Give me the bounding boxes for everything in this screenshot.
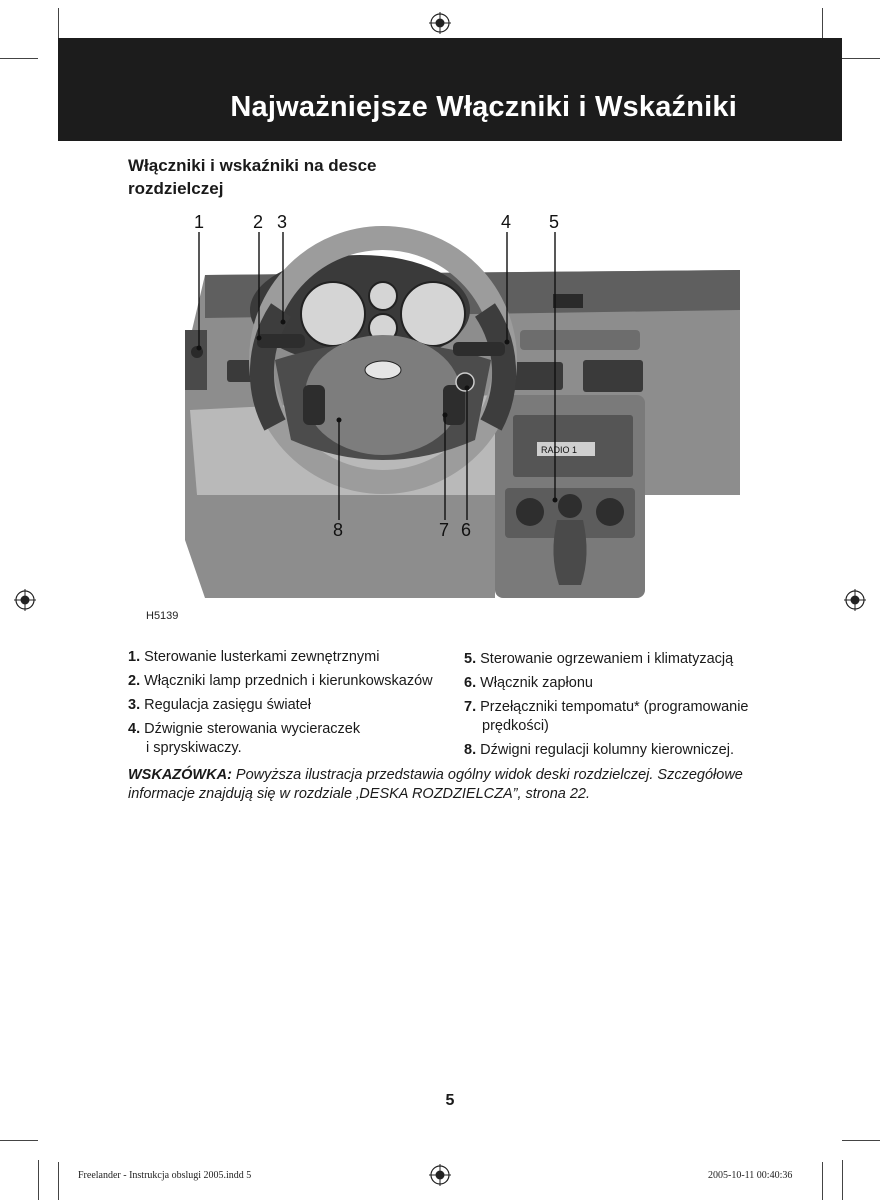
clock-display xyxy=(553,294,583,308)
crop-mark xyxy=(0,1140,38,1141)
list-item xyxy=(464,698,794,736)
callout-5: 5 xyxy=(549,212,560,232)
item-number: 2. xyxy=(128,673,141,689)
radio-display-label: RADIO 1 xyxy=(541,445,578,455)
item-number: 1. xyxy=(128,649,141,665)
item-text: Włącznik zapłonu xyxy=(480,675,593,691)
tachometer-gauge xyxy=(401,282,465,346)
list-item xyxy=(128,696,458,715)
list-item xyxy=(128,720,458,758)
list-item xyxy=(464,674,794,693)
figure-id: H5139 xyxy=(146,610,179,622)
page-number: 5 xyxy=(445,1092,455,1109)
list-item xyxy=(128,648,458,667)
note-label: WSKAZÓWKA: xyxy=(128,767,232,783)
crop-mark xyxy=(38,1160,39,1200)
item-text: Włączniki lamp przednich i kierunkowskazów xyxy=(144,673,433,689)
crop-mark xyxy=(842,1140,880,1141)
callout-1: 1 xyxy=(194,212,205,232)
speedometer-gauge xyxy=(301,282,365,346)
cruise-switch-left xyxy=(303,385,325,425)
list-item xyxy=(128,672,458,691)
header-bar xyxy=(58,38,842,141)
list-item xyxy=(464,741,794,760)
callout-4: 4 xyxy=(501,212,512,232)
callout-8: 8 xyxy=(333,520,344,540)
climate-knob-left xyxy=(516,498,544,526)
component-list-right xyxy=(464,650,794,765)
crop-mark xyxy=(822,1162,823,1200)
crop-mark xyxy=(842,1160,843,1200)
page-title: Najważniejsze Włączniki i Wskaźniki xyxy=(230,91,737,123)
note-paragraph xyxy=(128,766,758,804)
registration-mark-icon xyxy=(429,1164,451,1186)
left-pillar xyxy=(185,330,207,390)
crop-mark xyxy=(0,58,38,59)
dashboard-illustration xyxy=(185,210,745,600)
item-text-continued: i spryskiwaczy. xyxy=(146,740,242,756)
land-rover-badge xyxy=(365,361,401,379)
wiper-stalk xyxy=(453,342,505,356)
component-list-left xyxy=(128,648,458,763)
item-number: 8. xyxy=(464,742,477,758)
callout-7: 7 xyxy=(439,520,450,540)
top-button-row xyxy=(520,330,640,350)
crop-mark xyxy=(58,8,59,38)
climate-knob-center xyxy=(558,494,582,518)
item-text: Dźwigni regulacji kolumny kierowniczej. xyxy=(480,742,734,758)
item-text: Dźwignie sterowania wycieraczek xyxy=(144,721,361,737)
steering-wheel-hub xyxy=(305,335,461,455)
section-title: Włączniki i wskaźniki na desce rozdzielczej xyxy=(128,156,377,198)
footer-timestamp: 2005-10-11 00:40:36 xyxy=(708,1170,793,1181)
registration-mark-icon xyxy=(14,589,36,611)
registration-mark-icon xyxy=(429,12,451,34)
registration-mark-icon xyxy=(844,589,866,611)
light-stalk xyxy=(257,334,305,348)
item-number: 4. xyxy=(128,721,141,737)
item-number: 7. xyxy=(464,699,477,715)
item-number: 6. xyxy=(464,675,477,691)
crop-mark xyxy=(822,8,823,38)
item-text-continued: prędkości) xyxy=(482,718,549,734)
item-text: Przełączniki tempomatu* (programowanie xyxy=(480,699,749,715)
fuel-gauge xyxy=(369,282,397,310)
item-text: Sterowanie lusterkami zewnętrznymi xyxy=(144,649,380,665)
item-text: Sterowanie ogrzewaniem i klimatyzacją xyxy=(480,651,734,667)
right-vent xyxy=(583,360,643,392)
callout-2: 2 xyxy=(253,212,264,232)
crop-mark xyxy=(58,1162,59,1200)
list-item xyxy=(464,650,794,669)
callout-6: 6 xyxy=(461,520,472,540)
item-number: 5. xyxy=(464,651,477,667)
note-text: Powyższa ilustracja przedstawia ogólny widok deski rozdzielczej. Szczegółowe informacje znajdują się w rozdziale ‚DESKA ROZDZIELCZA”, strona 22. xyxy=(128,767,743,802)
item-text: Regulacja zasięgu świateł xyxy=(144,697,311,713)
item-number: 3. xyxy=(128,697,141,713)
crop-mark xyxy=(842,58,880,59)
climate-knob-right xyxy=(596,498,624,526)
callout-3: 3 xyxy=(277,212,288,232)
gear-lever xyxy=(553,520,586,585)
footer-file-info: Freelander - Instrukcja obslugi 2005.indd 5 xyxy=(78,1170,252,1181)
